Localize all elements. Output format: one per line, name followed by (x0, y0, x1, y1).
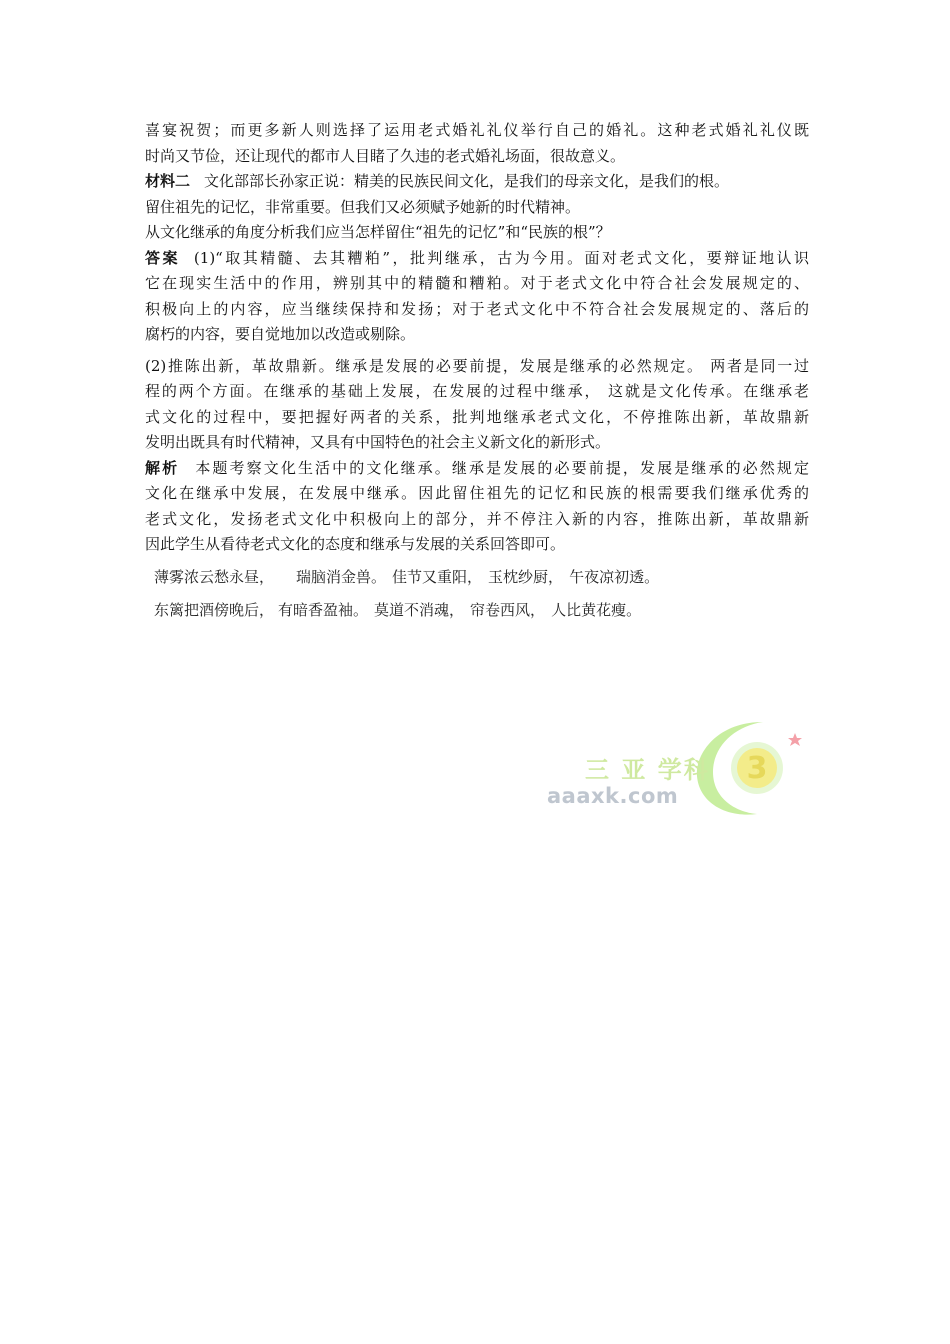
poem-phrase: 有暗香盈袖。 (278, 602, 369, 619)
paragraph-line: 它在现实生活中的作用，辨别其中的精髓和糟粕。对于老式文化中符合社会发展规定的、 (145, 274, 809, 292)
logo-chinese-text: 三 亚 学科 (585, 756, 710, 784)
paragraph-line: 时尚又节俭，还让现代的都市人目睹了久违的老式婚礼场面，很故意义。 (145, 146, 626, 165)
poem-phrase: 玉枕纱厨， (488, 569, 564, 586)
document-body (145, 118, 809, 623)
paragraph-line: 积极向上的内容，应当继续保持和发扬；对于老式文化中不符合社会发展规定的、落后的 (145, 299, 809, 318)
poem-phrase: 薄雾浓云愁永昼， (154, 569, 275, 586)
poem-phrase: 佳节又重阳， (392, 569, 483, 586)
paragraph-line: 发明出既具有时代精神，又具有中国特色的社会主义新文化的新形式。 (145, 433, 611, 451)
paragraph-line: (2)推陈出新，革故鼎新。继承是发展的必要前提，发展是继承的必然规定。 两者是同一过 (145, 356, 809, 375)
analysis-line (145, 456, 809, 482)
paragraph-line: 因此学生从看待老式文化的态度和继承与发展的关系回答即可。 (145, 535, 566, 553)
analysis-label: 解析 (145, 458, 180, 477)
material2-label: 材料二 (145, 172, 191, 190)
answer-label: 答案 (145, 248, 180, 267)
answer-text: (1)“取其精髓、去其糟粕”，批判继承，古为今用。面对老式文化，要辩证地认识 (193, 248, 809, 267)
answer-line (145, 246, 809, 272)
poem-phrase: 瑞脑消金兽。 (296, 569, 387, 586)
paragraph-line: 喜宴祝贺；而更多新人则选择了运用老式婚礼礼仪举行自己的婚礼。这种老式婚礼礼仪既 (145, 121, 809, 139)
poem-phrase: 人比黄花瘦。 (551, 602, 642, 619)
paragraph-line: 式文化的过程中，要把握好两者的关系，批判地继承老式文化，不停推陈出新，革故鼎新 (145, 407, 809, 426)
paragraph-line: 留住祖先的记忆，非常重要。但我们又必须赋予她新的时代精神。 (145, 197, 581, 216)
analysis-text: 本题考察文化生活中的文化继承。继承是发展的必要前提，发展是继承的必然规定 (193, 458, 809, 477)
poem-phrase: 帘卷西风， (470, 602, 546, 619)
logo-digit: 3 (746, 751, 768, 786)
paragraph-line: 腐朽的内容，要自觉地加以改造或剔除。 (145, 325, 416, 343)
paragraph-line: 程的两个方面。在继承的基础上发展，在发展的过程中继承， 这就是文化传承。在继承老 (145, 382, 809, 400)
poem-phrase: 莫道不消魂， (374, 602, 465, 619)
paragraph-line: 老式文化，发扬老式文化中积极向上的部分，并不停注入新的内容，推陈出新，革故鼎新 (145, 509, 809, 528)
poem-line-2 (154, 599, 809, 623)
material2-line (145, 169, 809, 195)
poem-line-1 (154, 566, 809, 590)
poem-phrase: 午夜凉初透。 (569, 569, 660, 586)
material2-text: 文化部部长孙家正说：精美的民族民间文化，是我们的母亲文化，是我们的根。 (204, 172, 730, 190)
logo-domain-text: aaaxk.com (547, 784, 679, 808)
poem-phrase: 东篱把酒傍晚后， (154, 602, 275, 619)
watermark-logo (545, 716, 810, 820)
paragraph-line: 文化在继承中发展，在发展中继承。因此留住祖先的记忆和民族的根需要我们继承优秀的 (145, 484, 809, 502)
question-line: 从文化继承的角度分析我们应当怎样留住“祖先的记忆”和“民族的根”？ (145, 223, 611, 241)
